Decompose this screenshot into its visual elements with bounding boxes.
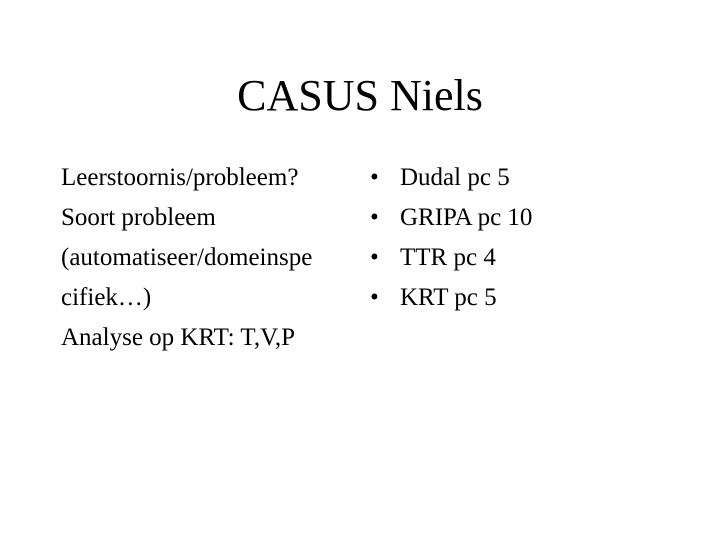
text-line: Leerstoornis/probleem? bbox=[61, 164, 299, 191]
text-line: Soort probleem bbox=[61, 204, 216, 231]
list-item bbox=[370, 158, 690, 198]
slide-title: CASUS Niels bbox=[237, 71, 483, 120]
bullet-icon: • bbox=[370, 204, 379, 231]
text-line: cifiek…) bbox=[61, 284, 152, 311]
bullet-icon: • bbox=[370, 284, 379, 311]
list-item-label: Dudal pc 5 bbox=[400, 164, 510, 191]
list-item-label: KRT pc 5 bbox=[400, 284, 497, 311]
left-text-block bbox=[61, 158, 361, 358]
list-item-label: GRIPA pc 10 bbox=[400, 204, 533, 231]
bullet-icon: • bbox=[370, 244, 379, 271]
text-line: Analyse op KRT: T,V,P bbox=[61, 324, 296, 351]
bullet-list bbox=[370, 158, 690, 318]
list-item bbox=[370, 198, 690, 238]
text-line: (automatiseer/domeinspe bbox=[61, 244, 313, 271]
list-item-label: TTR pc 4 bbox=[400, 244, 496, 271]
list-item bbox=[370, 278, 690, 318]
bullet-icon: • bbox=[370, 164, 379, 191]
list-item bbox=[370, 238, 690, 278]
